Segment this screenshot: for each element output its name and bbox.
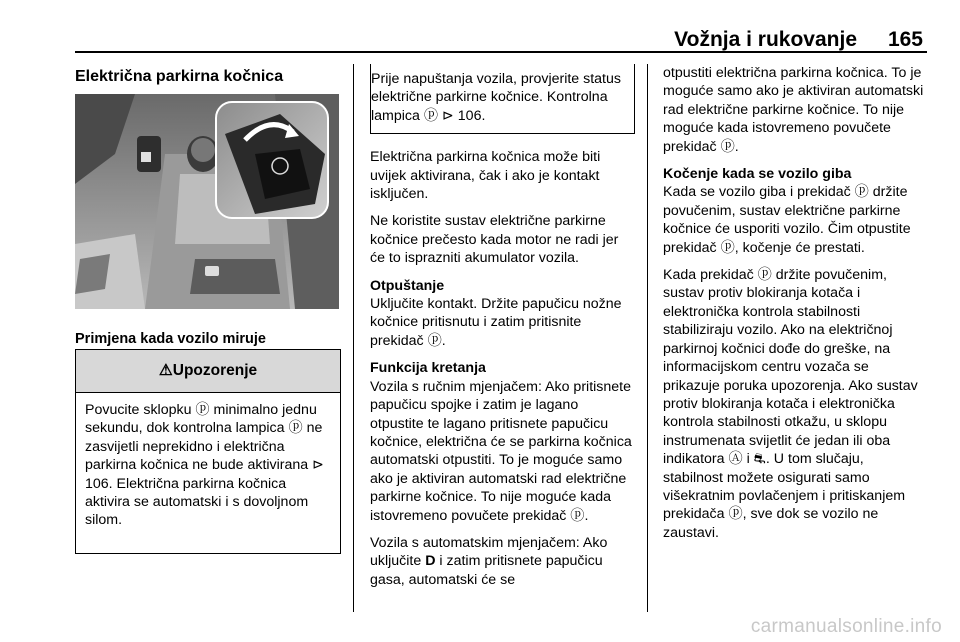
text-span: i zatim pritisnete papučicu gasa, automatski će se — [370, 553, 603, 588]
parking-brake-photo — [75, 94, 339, 309]
paragraph — [370, 534, 635, 589]
section-title: Električna parkirna kočnica — [75, 68, 284, 85]
page-number: 165 — [887, 28, 923, 51]
warning-text: Povucite sklopku ⓟ minimalno jednu sekundu, dok kontrolna lampica ⓟ ne zasvijetli neprekidno i električna parkirna kočnica ne bude aktivirana ⊳ 106. Električna parkirna kočnica aktivira se automatski i s dovoljnom silom. — [85, 402, 325, 529]
header-title: Vožnja i rukovanje — [674, 28, 857, 51]
paragraph: otpustiti električna parkirna kočnica. To je moguće samo ako je aktiviran automatski rad električne parkirne kočnice. To nije moguće kada istovremeno povučete prekidač ⓟ. — [663, 65, 924, 155]
subheading-drive-away: Funkcija kretanja — [370, 360, 486, 377]
paragraph: Vozila s ručnim mjenjačem: Ako pritisnete papučicu spojke i zatim je lagano otpustite te lagano pritisnete papučicu kočnice, električna će se parkirna kočnica automatski otpustiti. To je moguće samo ako je aktiviran automatski rad električne parkirne kočnice. To nije moguće kada istovremeno povučete prekidač ⓟ. — [370, 378, 632, 524]
column-2 — [370, 64, 635, 598]
note-box — [370, 64, 635, 134]
paragraph: Uključite kontakt. Držite papučicu nožne kočnice pritisnutu i zatim pritisnite prekidač ⓟ. — [370, 296, 622, 349]
column-divider-1 — [353, 64, 354, 612]
paragraph: Kada prekidač ⓟ držite povučenim, sustav protiv blokiranja kotača i elektronička kontrola stabilnosti stabiliziraju vozilo. Ako na električnoj parkirnoj kočnici dođe do greške, na informacijskom centru vozača se prikazuje poruka upozorenja. Ako sustav protiv blokiranja kotača i elektronička kontrola stabilnosti otkažu, u sklopu instrumenata svijetlit će jedan ili oba indikatora Ⓐ i ⛐. U tom slučaju, stabilnost možete osigurati samo višekratnim povlačenjem i pritiskanjem prekidača ⓟ, sve dok se vozilo ne zaustavi. — [663, 267, 918, 541]
subheading-braking: Kočenje kada se vozilo giba — [663, 166, 852, 183]
column-divider-2 — [647, 64, 648, 612]
note-text: Prije napuštanja vozila, provjerite status električne parkirne kočnice. Kontrolna lampica ⓟ ⊳ 106. — [371, 71, 621, 124]
paragraph: Ne koristite sustav električne parkirne kočnice prečesto kada motor ne radi jer će to isprazniti akumulator vozila. — [370, 213, 619, 267]
header-rule — [75, 51, 927, 53]
warning-header — [76, 350, 340, 393]
warning-box — [75, 349, 341, 554]
watermark: carmanualsonline.info — [750, 616, 942, 637]
gear-d-label: D — [425, 553, 436, 570]
warning-triangle-icon: ⚠ — [158, 362, 173, 379]
warning-title: Upozorenje — [172, 362, 258, 379]
paragraph: Kada se vozilo giba i prekidač ⓟ držite povučenim, sustav električne parkirne kočnice će usporiti vozilo. Čim otpustite prekidač ⓟ, kočenje će prestati. — [663, 184, 911, 256]
paragraph: Električna parkirna kočnica može biti uvijek aktivirana, čak i ako je kontakt isključen. — [370, 149, 601, 203]
text-span: Vozila s automatskim mjenjačem: Ako uključite — [370, 534, 608, 570]
subheading-release: Otpuštanje — [370, 277, 445, 294]
page-header — [75, 24, 927, 54]
column-3 — [663, 64, 925, 551]
figure-caption: Primjena kada vozilo miruje — [75, 331, 266, 347]
